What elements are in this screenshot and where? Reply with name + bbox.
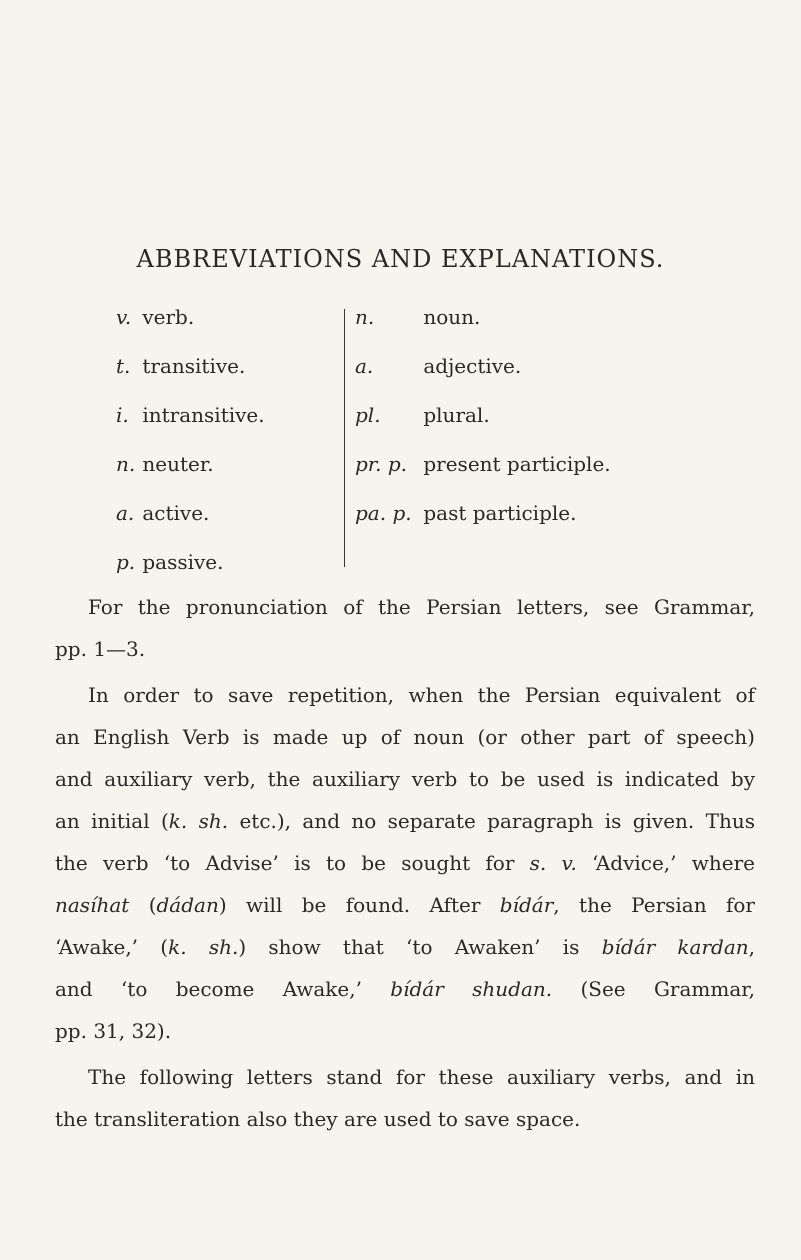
abbreviation-meaning: past participle.: [423, 501, 577, 525]
text-run: ‘Advice,’ where: [576, 851, 756, 875]
abbreviations-left-column: [116, 305, 265, 599]
abbreviations-right-column: [355, 305, 611, 550]
text-line: [55, 968, 755, 1010]
page-title: ABBREVIATIONS AND EXPLANATIONS.: [136, 245, 665, 273]
abbreviation-row: [116, 403, 265, 452]
abbreviation-meaning: verb.: [142, 305, 195, 329]
abbreviation-row: [116, 354, 265, 403]
text-run: the verb ‘to Advise’ is to be sought for: [55, 851, 530, 875]
abbreviation-row: [355, 305, 611, 354]
text-line: pp. 1—3.: [55, 637, 146, 661]
column-divider: [344, 309, 345, 567]
text-run: an initial (: [55, 809, 169, 833]
abbreviation-meaning: intransitive.: [142, 403, 265, 427]
text-run-italic: dádan: [156, 893, 219, 917]
abbreviation: a.: [116, 501, 135, 525]
abbreviation-meaning: passive.: [142, 550, 224, 574]
text-line: [55, 884, 755, 926]
text-line: an English Verb is made up of noun (or other part of speech): [55, 725, 755, 749]
abbreviation: pl.: [355, 403, 381, 427]
text-line: and auxiliary verb, the auxiliary verb to be used is indicated by: [55, 767, 755, 791]
text-run: (: [129, 893, 157, 917]
text-run: ,: [748, 935, 755, 959]
text-line: In order to save repetition, when the Persian equivalent of: [88, 683, 755, 707]
text-run: ) show that ‘to Awaken’ is: [238, 935, 602, 959]
text-line: pp. 31, 32).: [55, 1019, 172, 1043]
abbreviation: pa. p.: [355, 501, 412, 525]
abbreviation-meaning: present participle.: [423, 452, 611, 476]
abbreviation: pr. p.: [355, 452, 408, 476]
abbreviation-row: [116, 452, 265, 501]
paragraph-auxiliary-verbs: [55, 674, 755, 1052]
abbreviation: a.: [355, 354, 374, 378]
abbreviation-row: [355, 501, 611, 550]
text-run: etc.), and no separate paragraph is given. Thus: [228, 809, 756, 833]
explanations-text: [55, 586, 755, 1140]
abbreviation: p.: [116, 550, 136, 574]
abbreviation-meaning: neuter.: [142, 452, 214, 476]
text-run-italic: nasíhat: [55, 893, 130, 917]
abbreviation-row: [355, 452, 611, 501]
text-line: the transliteration also they are used to save space.: [55, 1107, 581, 1131]
abbreviation: n.: [355, 305, 375, 329]
abbreviation-meaning: transitive.: [142, 354, 246, 378]
text-run: ‘Awake,’ (: [55, 935, 169, 959]
text-run: and ‘to become Awake,’: [55, 977, 391, 1001]
abbreviation-row: [116, 501, 265, 550]
text-line: [55, 926, 755, 968]
abbreviation-meaning: adjective.: [423, 354, 522, 378]
text-line: [55, 800, 755, 842]
abbreviation: i.: [116, 403, 129, 427]
paragraph-pronunciation: [55, 586, 755, 670]
abbreviation: v.: [116, 305, 132, 329]
text-run-italic: k. sh.: [168, 809, 229, 833]
text-run-italic: k. sh.: [168, 935, 239, 959]
abbreviation-meaning: noun.: [423, 305, 481, 329]
text-run-italic: bídár kardan: [601, 935, 749, 959]
abbreviation: t.: [116, 354, 131, 378]
text-line: For the pronunciation of the Persian letters, see Grammar,: [88, 595, 755, 619]
abbreviation-meaning: plural.: [423, 403, 490, 427]
text-line: The following letters stand for these auxiliary verbs, and in: [88, 1065, 755, 1089]
text-run: , the Persian for: [553, 893, 755, 917]
text-run: (See Grammar,: [552, 977, 755, 1001]
abbreviation: n.: [116, 452, 136, 476]
abbreviation-row: [355, 403, 611, 452]
abbreviation-row: [116, 305, 265, 354]
text-run-italic: s. v.: [529, 851, 577, 875]
text-run-italic: bídár shudan.: [390, 977, 553, 1001]
paragraph-following-letters: [55, 1056, 755, 1140]
text-run: ) will be found. After: [218, 893, 500, 917]
abbreviation-row: [355, 354, 611, 403]
abbreviations-table: [0, 0, 801, 600]
abbreviation-meaning: active.: [142, 501, 210, 525]
text-line: [55, 842, 755, 884]
text-run-italic: bídár: [499, 893, 554, 917]
